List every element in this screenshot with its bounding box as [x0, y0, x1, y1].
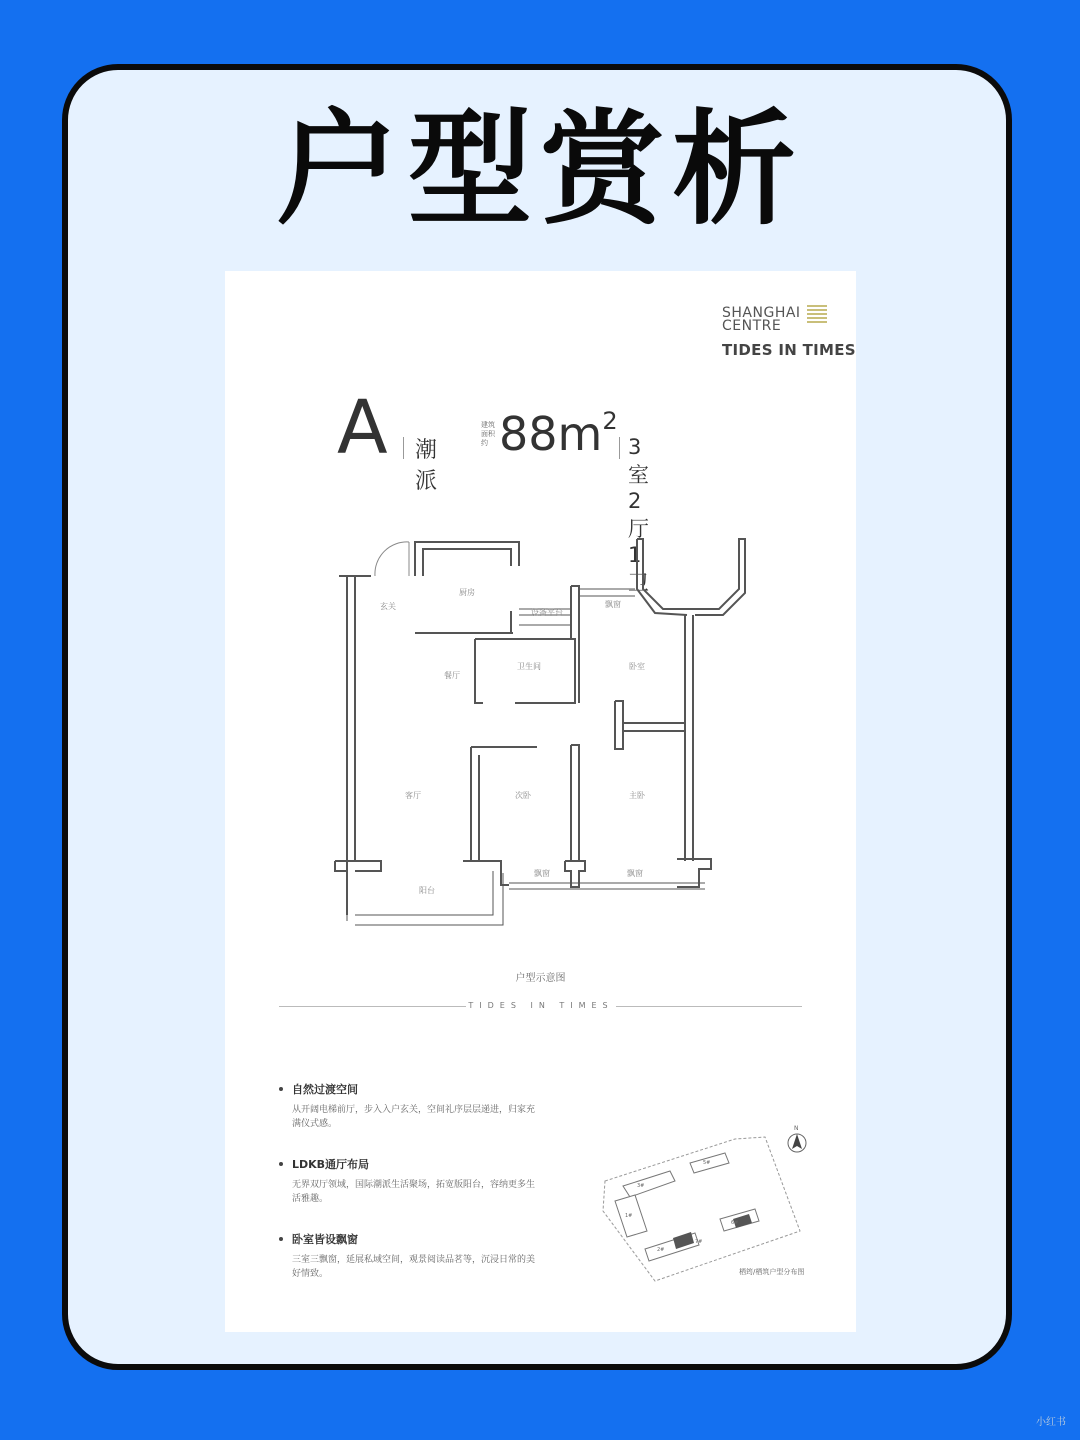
north-arrow-icon — [788, 1125, 806, 1152]
feature-item — [279, 1231, 539, 1281]
room-label-balcony: 阳台 — [419, 886, 435, 895]
room-label-equipment: 设备平台 — [531, 608, 563, 617]
area-superscript: 2 — [602, 407, 618, 435]
feature-title: 卧室皆设飘窗 — [292, 1233, 358, 1246]
bullet-icon — [279, 1087, 283, 1091]
area-note: 建筑面积约 — [481, 421, 495, 447]
room-label-master-bedroom: 主卧 — [629, 791, 645, 800]
building-label: 6# — [731, 1220, 739, 1226]
tagline: TIDES IN TIMES — [466, 1001, 616, 1010]
plan-caption: 户型示意图 — [515, 973, 566, 984]
plan-walls — [335, 539, 745, 925]
building-label: 7# — [695, 1239, 703, 1245]
room-label-dining: 餐厅 — [444, 671, 460, 680]
site-building-highlight — [673, 1214, 752, 1249]
room-label-living: 客厅 — [405, 791, 421, 800]
feature-desc: 无界双厅领域，国际潮派生活聚场，拓宽版阳台，容纳更多生活雅趣。 — [292, 1180, 536, 1204]
room-label-bay-1: 飘窗 — [605, 600, 621, 609]
bullet-icon — [279, 1162, 283, 1166]
bullet-icon — [279, 1237, 283, 1241]
room-label-entrance: 玄关 — [380, 602, 396, 611]
feature-desc: 从开阔电梯前厅，步入入户玄关，空间礼序层层递进，归家充满仪式感。 — [292, 1105, 536, 1129]
building-label: 3# — [637, 1183, 645, 1189]
brand-line-2: CENTRE — [722, 318, 782, 334]
feature-title-row — [279, 1081, 539, 1097]
north-label: N — [794, 1125, 799, 1132]
floorplan-card — [225, 271, 856, 1332]
building-label: 2# — [657, 1247, 665, 1253]
room-count: 3室2厅1卫 — [628, 435, 649, 595]
feature-title-row — [279, 1156, 539, 1172]
site-caption: 栖筠/栖筑户型分布图 — [739, 1268, 805, 1276]
unit-name: 潮派 — [415, 438, 438, 494]
room-label-bedroom: 卧室 — [629, 662, 645, 671]
feature-item — [279, 1156, 539, 1206]
floor-plan — [225, 271, 856, 971]
building-label: 1# — [625, 1213, 633, 1219]
feature-desc: 三室三飘窗，延展私域空间，观景阅读品茗等，沉浸日常的美好情致。 — [292, 1255, 536, 1279]
feature-title: 自然过渡空间 — [292, 1083, 358, 1096]
room-label-bay-2: 飘窗 — [534, 869, 550, 878]
page-title: 户型赏析 — [275, 98, 804, 242]
room-label-bathroom: 卫生间 — [517, 662, 541, 671]
building-label: 5# — [703, 1160, 711, 1166]
feature-item — [279, 1081, 539, 1131]
room-label-bay-3: 飘窗 — [627, 869, 643, 878]
site-plan — [595, 1125, 825, 1281]
brand-line-1: SHANGHAI — [722, 305, 801, 321]
brand-line-3: TIDES IN TIMES — [722, 341, 856, 359]
room-label-kitchen: 厨房 — [459, 588, 475, 597]
feature-title: LDKB通厅布局 — [292, 1158, 370, 1171]
feature-title-row — [279, 1231, 539, 1247]
unit-letter: A — [337, 385, 388, 471]
watermark: 小红书 — [1036, 1417, 1066, 1428]
area-value: 88m — [499, 407, 603, 461]
room-label-second-bedroom: 次卧 — [515, 791, 531, 800]
